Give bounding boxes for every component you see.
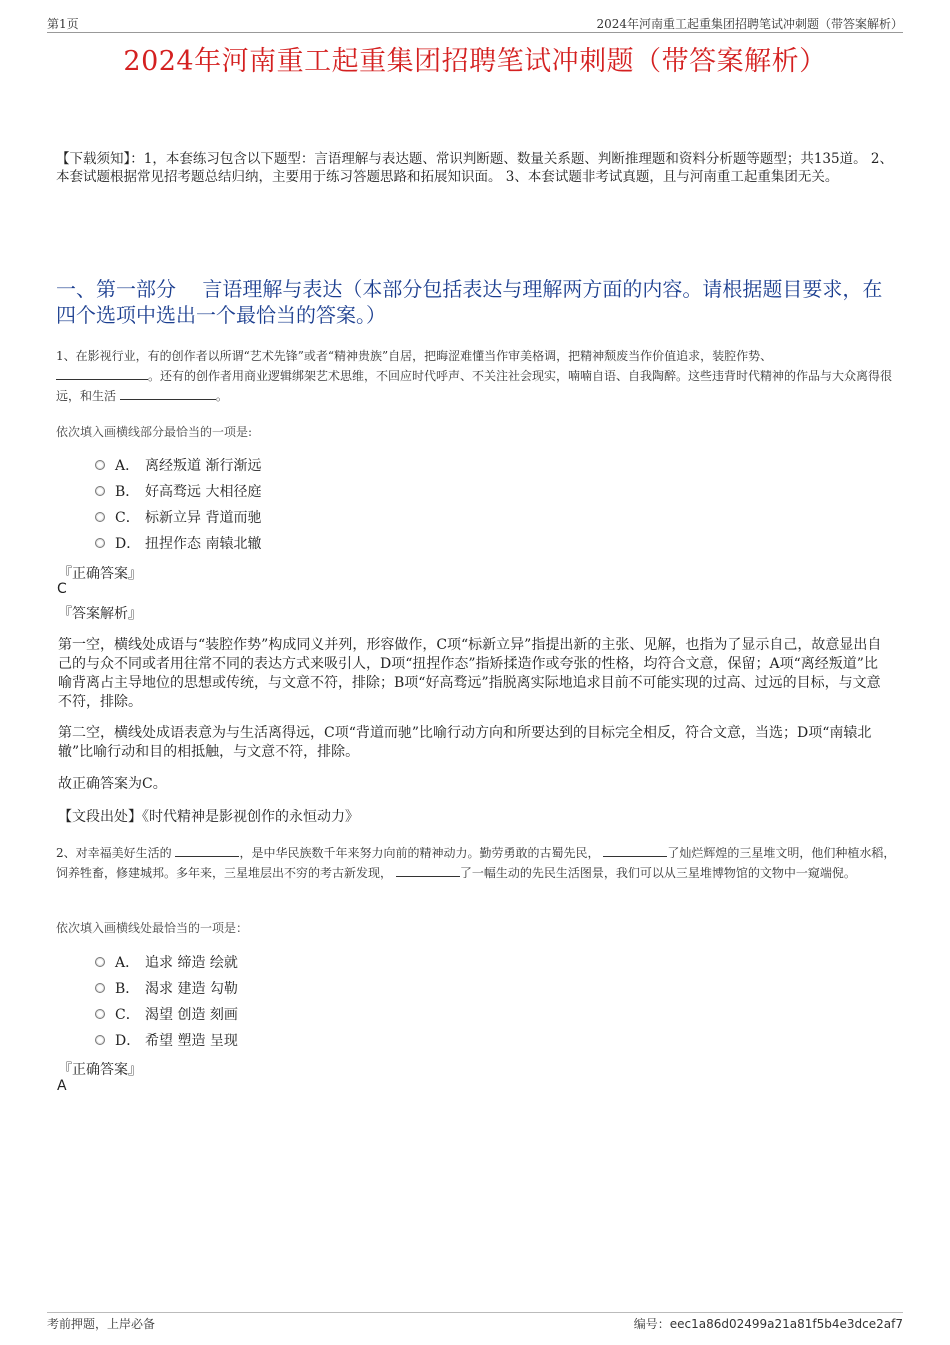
question-2-hint: 依次填入画横线处最恰当的一项是： xyxy=(56,921,249,935)
answer-blank xyxy=(120,386,216,400)
answer-blank xyxy=(603,843,667,857)
analysis-label: 『答案解析』 xyxy=(58,606,142,622)
radio-icon[interactable] xyxy=(95,460,105,470)
analysis-paragraph-1: 第一空，横线处成语与“装腔作势”构成同义并列，形容做作，C项“标新立异”指提出新的主张、见解，也指为了显示自己，故意显出自己的与众不同或者用往常不同的表达方式来吸引人，D项“扭捏作态”指矫揉造作或夸张的性格，均符合文意，保留；A项“离经叛道”比喻背离占主导地位的思想或传统，与文意不符，排除；B项“好高骛远”指脱离实际地追求目前不可能实现的过高、过远的目标，与文意不符，排除。 xyxy=(58,637,882,710)
question-1-text: 1、在影视行业，有的创作者以所谓“艺术先锋”或者“精神贵族”自居，把晦涩难懂当作审美格调，把精神颓废当作价值追求，装腔作势、 。还有的创作者用商业逻辑绑架艺术思维，不回应时代呼声、不关注社会现实，喃喃自语、自我陶醉。这些违背时代精神的作品与大众离得很远，和生活 。 xyxy=(56,349,893,403)
analysis-paragraph-2: 第二空，横线处成语表意为与生活离得远，C项“背道而驰”比喻行动方向和所要达到的目标完全相反，符合文意，当选；D项“南辕北辙”比喻行动和目的相抵触，与文意不符，排除。 xyxy=(58,725,872,760)
option-a[interactable]: A． 追求 缔造 绘就 xyxy=(95,949,238,975)
radio-icon[interactable] xyxy=(95,538,105,548)
radio-icon[interactable] xyxy=(95,1009,105,1019)
correct-answer-label: 『正确答案』 xyxy=(58,1062,142,1078)
download-notice: 【下载须知】：1，本套练习包含以下题型：言语理解与表达题、常识判断题、数量关系题、判断推理题和资料分析题等题型；共135道。 2、本套试题根据常见招考题总结归纳，主要用于练习答题思路和拓展知识面。 3、本套试题非考试真题，且与河南重工起重集团无关。 xyxy=(56,151,893,185)
option-b[interactable]: B． 好高骛远 大相径庭 xyxy=(95,478,261,504)
radio-icon[interactable] xyxy=(95,512,105,522)
question-2-text: 2、对幸福美好生活的 ，是中华民族数千年来努力向前的精神动力。勤劳勇敢的古蜀先民， 了灿烂辉煌的三星堆文明，他们种植水稻，饲养牲畜，修建城邦。多年来，三星堆层出不穷的考古新发现， 了一幅生动的先民生活图景，我们可以从三星堆博物馆的文物中一窥端倪。 xyxy=(56,843,901,883)
answer-blank xyxy=(56,366,148,380)
option-b[interactable]: B． 渴求 建造 勾勒 xyxy=(95,975,238,1001)
answer-blank xyxy=(175,843,239,857)
correct-answer: C xyxy=(57,581,67,597)
question-1-options xyxy=(95,452,261,556)
option-c[interactable]: C． 渴望 创造 刻画 xyxy=(95,1001,238,1027)
radio-icon[interactable] xyxy=(95,983,105,993)
correct-answer: A xyxy=(57,1078,67,1094)
correct-answer-label: 『正确答案』 xyxy=(58,566,142,582)
section-title: 一、第一部分 言语理解与表达（本部分包括表达与理解两方面的内容。请根据题目要求，在四个选项中选出一个最恰当的答案。） xyxy=(56,277,883,327)
radio-icon[interactable] xyxy=(95,957,105,967)
option-a[interactable]: A． 离经叛道 渐行渐远 xyxy=(95,452,261,478)
page-header xyxy=(47,14,903,33)
passage-source: 【文段出处】《时代精神是影视创作的永恒动力》 xyxy=(58,809,359,825)
option-d[interactable]: D． 希望 塑造 呈现 xyxy=(95,1027,238,1053)
radio-icon[interactable] xyxy=(95,486,105,496)
answer-blank xyxy=(396,863,460,877)
question-2-options xyxy=(95,949,238,1053)
header-doc-title: 2024年河南重工起重集团招聘笔试冲刺题（带答案解析） xyxy=(596,17,903,31)
radio-icon[interactable] xyxy=(95,1035,105,1045)
page-footer xyxy=(47,1312,903,1333)
document-id: 编号：eec1a86d02499a21a81f5b4e3dce2af7 xyxy=(633,1317,903,1331)
question-1-hint: 依次填入画横线部分最恰当的一项是: xyxy=(56,425,253,439)
page-number: 第1页 xyxy=(47,17,79,31)
footer-slogan: 考前押题，上岸必备 xyxy=(47,1317,156,1331)
document-title: 2024年河南重工起重集团招聘笔试冲刺题（带答案解析） xyxy=(123,46,827,77)
analysis-conclusion: 故正确答案为C。 xyxy=(58,776,167,792)
option-c[interactable]: C． 标新立异 背道而驰 xyxy=(95,504,261,530)
option-d[interactable]: D． 扭捏作态 南辕北辙 xyxy=(95,530,261,556)
